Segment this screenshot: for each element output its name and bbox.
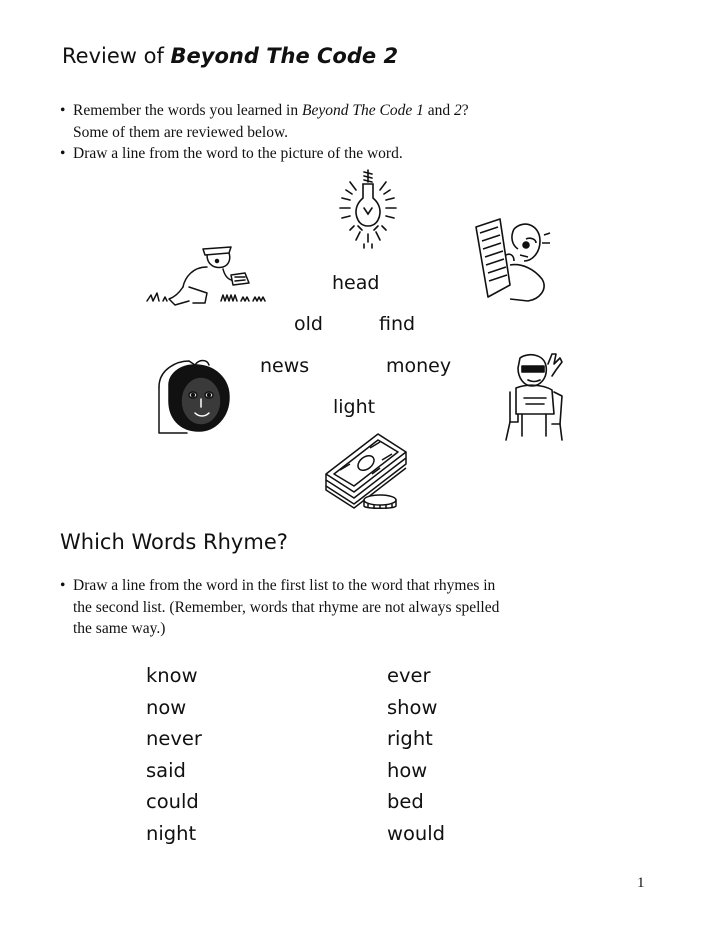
instruction-text: ? xyxy=(461,102,469,119)
title-plain: Review of xyxy=(62,44,164,68)
word-light[interactable]: light xyxy=(333,396,376,418)
word-head[interactable]: head xyxy=(332,272,380,294)
first-list-word[interactable]: said xyxy=(146,758,186,782)
money-stack-icon[interactable] xyxy=(322,430,414,514)
rhyme-instructions xyxy=(60,575,580,640)
instruction-rhyme xyxy=(60,575,580,640)
second-list-word[interactable]: bed xyxy=(387,790,424,813)
second-list-word[interactable]: right xyxy=(387,727,433,750)
head-icon[interactable] xyxy=(155,355,239,439)
page-title xyxy=(62,44,398,68)
book-title-2: 2 xyxy=(453,102,462,119)
light-bulb-icon[interactable] xyxy=(328,168,408,252)
word-money[interactable]: money xyxy=(386,355,452,377)
first-list-word[interactable]: could xyxy=(146,790,199,813)
finding-money-icon[interactable] xyxy=(145,245,273,313)
second-list-word[interactable]: would xyxy=(387,821,446,845)
old-man-icon[interactable] xyxy=(496,352,568,444)
title-book-name: Beyond The Code 2 xyxy=(170,44,399,68)
first-list-word[interactable]: know xyxy=(146,664,198,687)
word-old[interactable]: old xyxy=(294,313,323,335)
second-word-list xyxy=(387,660,445,849)
first-list-word[interactable]: night xyxy=(146,821,197,845)
first-list-word[interactable]: never xyxy=(146,727,202,750)
instruction-text: Draw a line from the word in the first list to the word that rhymes in xyxy=(73,577,496,594)
second-list-word[interactable]: show xyxy=(387,695,438,719)
page-number: 1 xyxy=(637,875,645,891)
first-word-list xyxy=(146,660,202,849)
book-title-1: Beyond The Code 1 xyxy=(302,102,424,119)
instruction-remember xyxy=(60,100,560,143)
instruction-text: the same way.) xyxy=(73,620,166,637)
rhyme-section-title: Which Words Rhyme? xyxy=(60,530,288,554)
instruction-text: and xyxy=(427,102,451,119)
first-list-word[interactable]: now xyxy=(146,695,187,719)
instruction-draw-line: • Draw a line from the word to the picture of the word. xyxy=(60,143,560,165)
word-news[interactable]: news xyxy=(260,355,310,377)
second-list-word[interactable]: how xyxy=(387,758,428,782)
review-instructions xyxy=(60,100,560,165)
instruction-text: Some of them are reviewed below. xyxy=(73,123,289,141)
word-find[interactable]: find xyxy=(379,313,416,335)
instruction-text: the second list. (Remember, words that rhyme are not always spelled xyxy=(73,598,500,616)
instruction-text: Remember the words you learned in xyxy=(73,102,299,119)
reading-newspaper-icon[interactable] xyxy=(470,215,554,307)
second-list-word[interactable]: ever xyxy=(387,664,431,687)
